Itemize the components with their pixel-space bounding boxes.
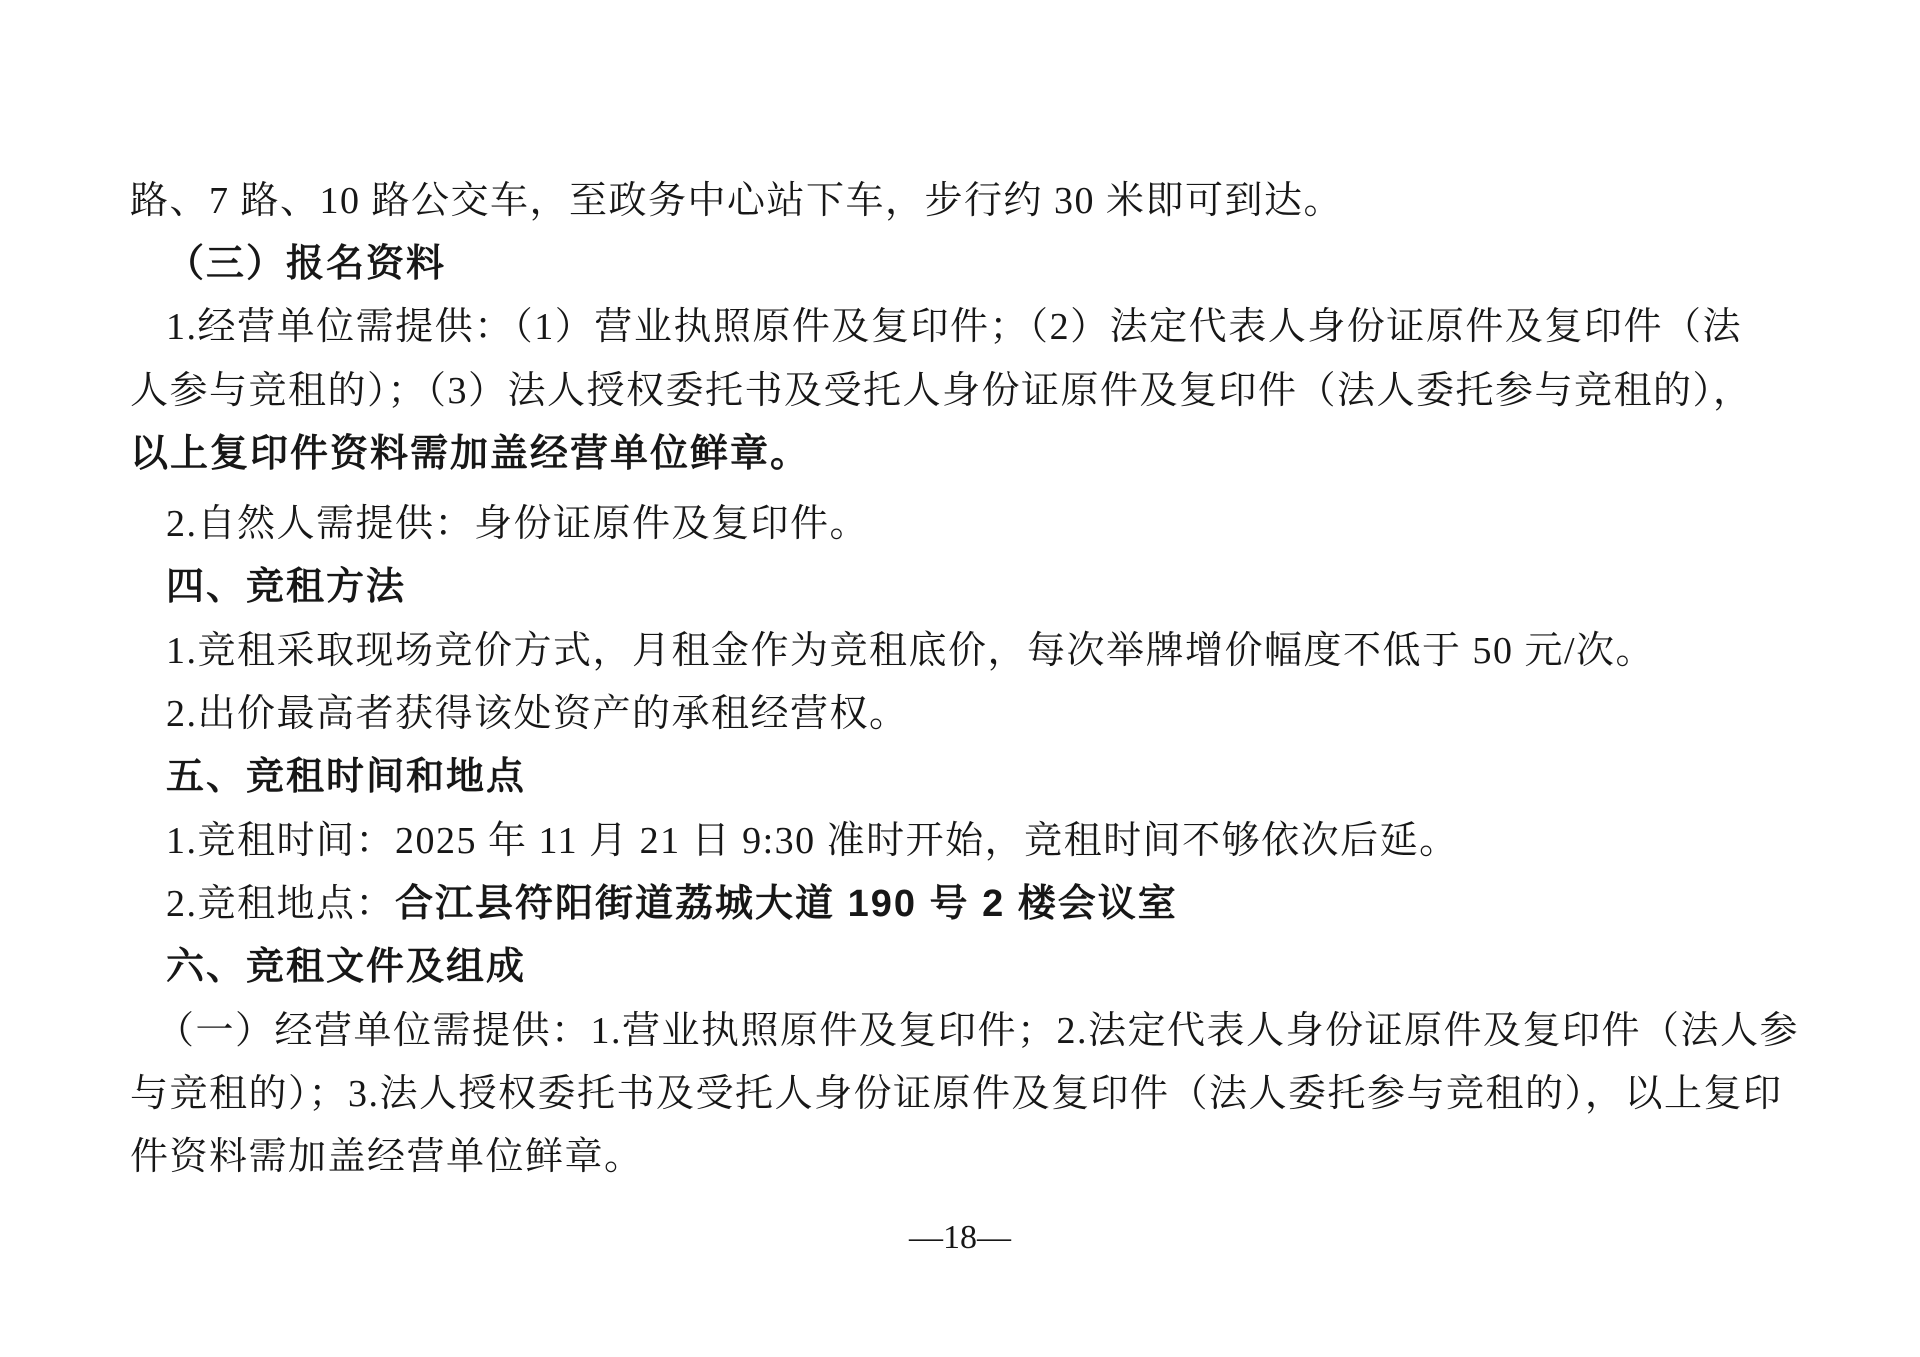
- document-line: [130, 936, 1742, 999]
- document-line: [130, 233, 1742, 296]
- body-text: （一）经营单位需提供：1.营业执照原件及复印件；2.法定代表人身份证原件及复印件（法人参: [156, 1010, 1800, 1052]
- emphasis-text: 以上复印件资料需加盖经营单位鲜章。: [130, 433, 811, 475]
- document-line: [130, 296, 1742, 359]
- document-line: [130, 1063, 1783, 1126]
- document-line: [130, 360, 1753, 423]
- emphasis-text: 四、竞租方法: [166, 566, 407, 608]
- document-line: [130, 493, 1742, 556]
- document-line: [130, 810, 1742, 873]
- document-line: [130, 873, 1742, 936]
- emphasis-text: 合江县符阳街道荔城大道 190 号 2 楼会议室: [395, 883, 1178, 925]
- body-text: 路、7 路、10 路公交车，至政务中心站下车，步行约 30 米即可到达。: [130, 180, 1344, 222]
- body-text: 与竞租的）；3.法人授权委托书及受托人身份证原件及复印件（法人委托参与竞租的），以上复印: [130, 1073, 1783, 1115]
- body-text: 2.出价最高者获得该处资产的承租经营权。: [166, 693, 909, 735]
- document-line: [130, 1000, 1800, 1063]
- body-text: 2.竞租地点：: [166, 883, 396, 925]
- document-line: [130, 746, 1742, 809]
- page-number: —18—: [909, 1219, 1011, 1256]
- emphasis-text: 六、竞租文件及组成: [166, 946, 527, 988]
- body-text: 1.竞租采取现场竞价方式，月租金作为竞租底价，每次举牌增价幅度不低于 50 元/次。: [166, 630, 1656, 672]
- body-text: 2.自然人需提供：身份证原件及复印件。: [166, 503, 870, 545]
- body-text: （三）报名资料: [166, 243, 447, 285]
- body-text: 1.经营单位需提供：（1）营业执照原件及复印件；（2）法定代表人身份证原件及复印件（法: [166, 306, 1742, 348]
- document-line: [130, 170, 1742, 233]
- body-text: 人参与竞租的）；（3）法人授权委托书及受托人身份证原件及复印件（法人委托参与竞租的），: [130, 370, 1753, 412]
- document-line: [130, 423, 1742, 486]
- document-line: [130, 620, 1742, 683]
- emphasis-text: 五、竞租时间和地点: [166, 756, 527, 798]
- body-text: 1.竞租时间：2025 年 11 月 21 日 9:30 准时开始，竞租时间不够依次后延。: [166, 820, 1459, 862]
- document-line: [130, 556, 1742, 619]
- body-text: 件资料需加盖经营单位鲜章。: [130, 1136, 644, 1178]
- document-line: [130, 1126, 1742, 1189]
- document-line: [130, 683, 1742, 746]
